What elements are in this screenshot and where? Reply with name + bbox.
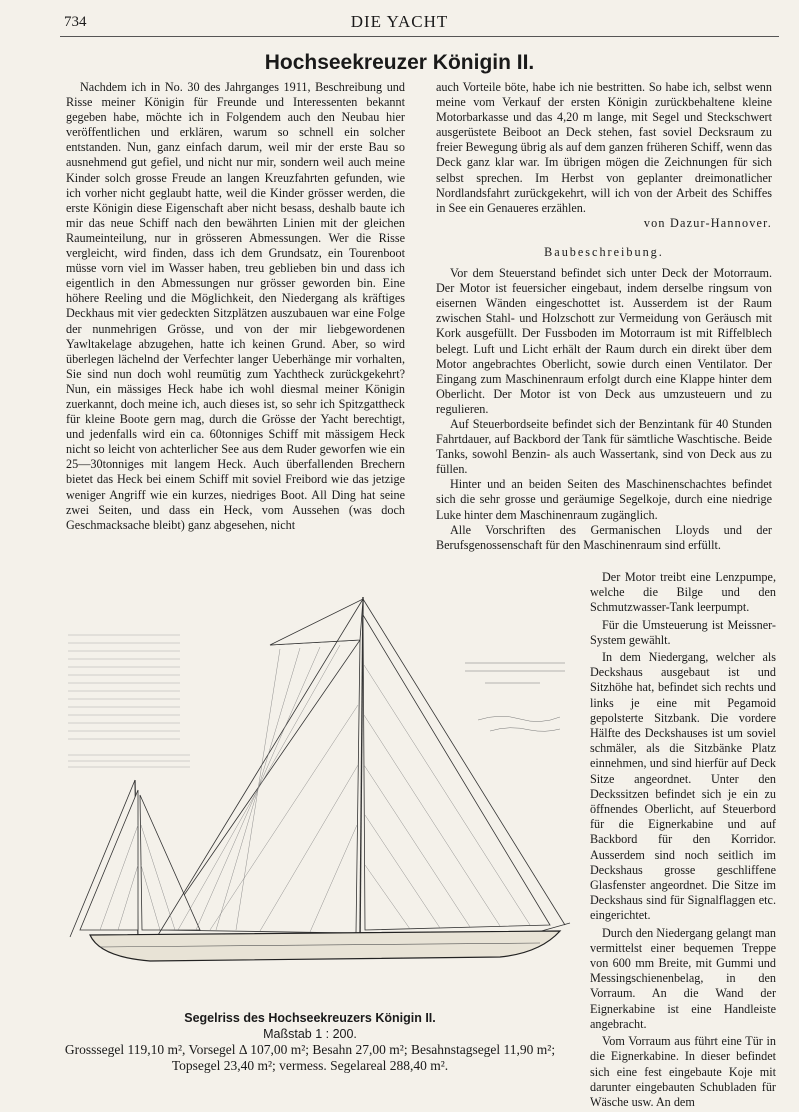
right-column (436, 80, 772, 553)
author-signature: von Dazur-Hannover. (643, 215, 772, 230)
paragraph: Der Motor treibt eine Lenzpumpe, welche die Bilge und den Schmutzwasser-Tank leerpumpt. (590, 570, 776, 615)
narrow-column (590, 570, 776, 1112)
caption-title: Segelriss des Hochseekreuzers Königin II. (184, 1011, 436, 1025)
caption-scale: Maßstab 1 : 200. (263, 1027, 357, 1041)
caption-sail-areas-1: Grosssegel 119,10 m², Vorsegel Δ 107,00 m²; Besahn 27,00 m²; Besahnstagsegel 11,90 m²; (64, 1042, 556, 1057)
paragraph: Durch den Niedergang gelangt man vermittelst einer bequemen Treppe von 600 mm Breite, mit Gummi und Messingschienenbelag, in den Vorraum. An die Wand der Eignerkabine ist eine Handleiste angebracht. (590, 925, 776, 1031)
paragraph: Alle Vorschriften des Germanischen Lloyds und der Berufsgenossenschaft für den Maschinenraum sind erfüllt. (436, 522, 772, 552)
paragraph: Vom Vorraum aus führt eine Tür in die Eignerkabine. In dieser befindet sich eine fest eingebaute Koje mit darunter eingebauten Schubladen für Wäsche usw. An dem (590, 1034, 776, 1109)
running-head: DIE YACHT (350, 12, 449, 31)
section-heading: Baubeschreibung. (544, 244, 664, 259)
paragraph: Für die Umsteuerung ist Meissner-System gewählt. (590, 617, 776, 647)
sail-plan-figure (60, 585, 580, 1010)
paragraph: Hinter und an beiden Seiten des Maschinenschachtes befindet sich die sehr grosse und geräumige Segelkoje, durch eine niedrige Luke hinter dem Maschinenraum zugänglich. (436, 477, 772, 522)
figure-caption (40, 1010, 580, 1074)
paragraph: In dem Niedergang, welcher als Deckshaus ausgebaut ist und Sitzhöhe hat, befindet sich rechts und links je eine mit Pegamoid gepolsterte Sitzbank. Die vordere Hälfte des Deckshauses ist um soviel schmäler, als die Sitzbänke Platz einnehmen, und sind hierfür auf Deck Sitze angeordnet. Unter den Deckssitzen befindet sich je ein zu öffnendes Oberlicht, auf Steuerbord für die Eignerkabine und auf Backbord für den Korridor. Ausserdem sind noch seitlich im Deckshaus grosse geschliffene Glasfenster angeordnet. Die Sitze im Deckshaus sind für Signalflaggen etc. eingerichtet. (590, 650, 776, 923)
paragraph: Vor dem Steuerstand befindet sich unter Deck der Motorraum. Der Motor ist feuersicher eingebaut, indem derselbe ringsum von eisernen Wänden eingeschottet ist. Ausserdem ist der Raum zwischen Stahl- und Holzschott zur Vermeidung von Geräusch mit Kork ausgefüllt. Der Fussboden im Motorraum ist mit Riffelblech belegt. Luft und Licht erhält der Raum durch ein direkt über dem Motor angebrachtes Oberlicht, sowie durch einen Ventilator. Der Eingang zum Maschinenraum erfolgt durch eine Klappe hinter dem Oberlicht. Der Motor ist von Deck aus umzusteuern und zu regulieren. (436, 266, 772, 416)
header-rule (60, 36, 779, 37)
paragraph: auch Vorteile böte, habe ich nie bestritten. So habe ich, selbst wenn meine vom Verkauf der ersten Königin zurückbehaltene kleine Motorbarkasse und das 4,20 m lange, mit Segel und Steckschwert ausgerüstete Beiboot an Deck stehen, fast soviel Decksraum zu freier Bewegung übrig als auf dem ganzen früheren Schiff, wenn das Deck ganz klar war. Im übrigen mögen die Zeichnungen für sich selbst sprechen. Im Herbst von geplanter dreimonatlicher Nordlandsfahrt zurückgekehrt, will ich von der Arbeit des Schiffes in See ein Genaueres erzählen. (436, 80, 772, 215)
sail-plan-drawing (60, 585, 580, 1010)
paragraph: Nachdem ich in No. 30 des Jahrganges 1911, Beschreibung und Risse meiner Königin für Freunde und Interessenten bekannt gegeben habe, möchte ich in Folgendem auch den Neubau hier veröffentlichen und erklären, warum so schnell ein solcher entstanden. Nun, ganz einfach darum, weil mir der erste Bau so ausnehmend gut gefiel, und nicht nur mir, sondern weil auch meine Kinder solch grosse Freude an langen Kreuzfahrten gefunden, wie ich vorher nicht geglaubt hatte, weil die Kinder grösser werden, die erste Königin diese Eigenschaft aber nicht besass, deshalb baute ich mir das neue Schiff nach den bewährten Linien mit der gleichen Raumeinteilung, nur in grösseren Abmessungen. Wer die Risse vergleicht, wird finden, dass ich dem Grundsatz, ein Tourenboot müsse vorn viel im Wasser haben, treu geblieben bin und dass ich eigentlich in den Abmessungen nur grösser geworden bin. Eine höhere Reeling und die Möglichkeit, den Niedergang als kräftiges Deckhaus mit vier gedeckten Sitzplätzen auszubauen war eine Folge der nunmehrigen Grösse, und von der mir liebgewordenen Yawltakelage abzugehen, hatte ich keinen Grund. Aber, so wird überlegen lächelnd der Verfechter langer Ueberhänge mir vorhalten, Sie sind nun doch wohl reumütig zum Yachtheck zurückgekehrt? Nun, ein mässiges Heck habe ich wohl diesmal meiner Königin zuerkannt, doch meine ich, auch dieses ist, so sehr ich Spitzgattheck für kleine Boote gern mag, durch die Grösse der Yacht berechtigt, und jedenfalls wird ein ca. 60tonniges Schiff mit mässigem Heck nicht so leicht von achterlicher See aus dem Ruder geworfen wie ein 25—30tonniges mit langem Heck. Auch überfallenden Brechern bietet das Heck bei einem Schiff mit soviel Freibord wie das jetzige weniger Angriff wie ein kurzes, niedriges Boot. All Ding hat seine zwei Seiten, und dass ein Heck, vom Aussehen (was doch Geschmacksache bleibt) ganz abgesehen, nicht (66, 80, 405, 532)
caption-sail-areas-2: Topsegel 23,40 m²; vermess. Segelareal 288,40 m². (171, 1058, 449, 1073)
page-number: 734 (64, 14, 87, 30)
left-column (66, 80, 405, 533)
paragraph: Auf Steuerbordseite befindet sich der Benzintank für 40 Stunden Fahrtdauer, auf Backbord der Tank für sämtliche Waschtische. Beide Tanks, sowohl Benzin- als auch Wassertank, sind von Deck aus zu füllen. (436, 416, 772, 477)
article-title: Hochseekreuzer Königin II. (264, 51, 535, 74)
